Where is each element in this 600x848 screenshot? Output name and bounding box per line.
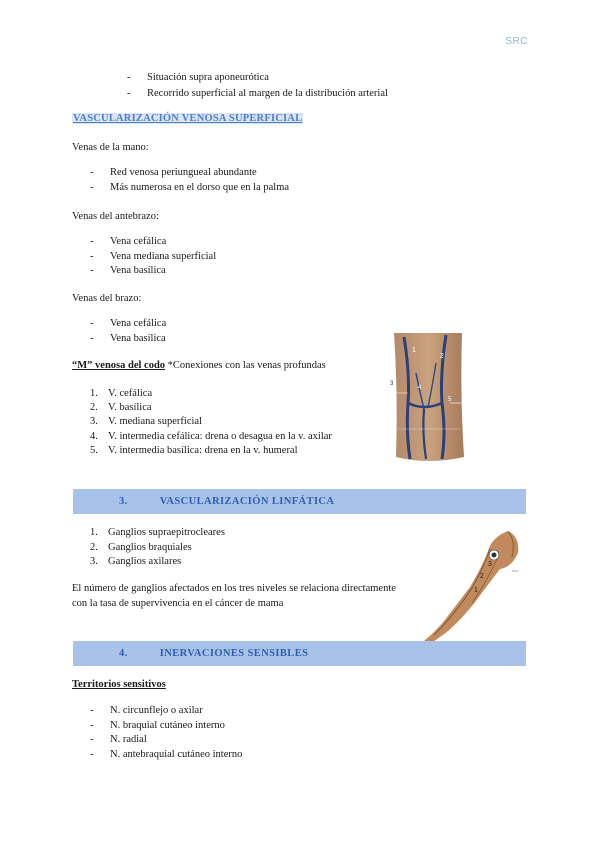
list-item: - Recorrido superficial al margen de la distribución arterial xyxy=(127,88,388,99)
list-item: - Vena basílica xyxy=(90,265,166,276)
header-tag: SRC xyxy=(505,36,528,47)
figure-label: 2 xyxy=(440,353,444,360)
figure-label: 3 xyxy=(488,561,492,568)
list-item: 3. Ganglios axilares xyxy=(90,556,182,567)
list-item: 1. Ganglios supraepitrocleares xyxy=(90,527,225,538)
arm-lymph-figure xyxy=(424,527,520,647)
figure-label: 3 xyxy=(390,381,394,387)
figure-label: 4 xyxy=(418,385,422,391)
list-item: - N. circunflejo o axilar xyxy=(90,705,203,716)
figure-label: 1 xyxy=(412,347,416,354)
figure-label: 5 xyxy=(448,397,452,403)
hand-label: Venas de la mano: xyxy=(72,142,149,153)
arm-label: Venas del brazo: xyxy=(72,293,142,304)
list-item: 3. V. mediana superficial xyxy=(90,416,202,427)
list-item: - Vena basílica xyxy=(90,333,166,344)
list-item: - N. radial xyxy=(90,734,147,745)
section-bar-lymph: 3. VASCULARIZACIÓN LINFÁTICA xyxy=(73,489,526,514)
list-item: - Vena mediana superficial xyxy=(90,251,217,262)
list-item: 2. V. basílica xyxy=(90,402,152,413)
list-item: 2. Ganglios braquiales xyxy=(90,542,192,553)
figure-label: 1 xyxy=(474,587,478,594)
section-bar-nerves: 4. INERVACIONES SENSIBLES xyxy=(73,641,526,666)
nerves-subtitle: Territorios sensitivos xyxy=(72,679,166,690)
list-item: 1. V. cefálica xyxy=(90,388,153,399)
list-item: 4. V. intermedia cefálica: drena o desagua en la v. axilar xyxy=(90,431,332,442)
list-item: - N. braquial cutáneo interno xyxy=(90,720,225,731)
elbow-veins-figure xyxy=(388,333,468,463)
list-item: - Situación supra aponeurótica xyxy=(127,72,269,83)
list-item: - N. antebraquial cutáneo interno xyxy=(90,749,243,760)
list-item: - Vena cefálica xyxy=(90,236,167,247)
list-item: 5. V. intermedia basílica: drena en la v. humeral xyxy=(90,445,298,456)
figure-label: 2 xyxy=(480,573,484,580)
venous-heading: VASCULARIZACIÓN VENOSA SUPERFICIAL xyxy=(73,113,303,124)
m-venosa-heading: “M” venosa del codo *Conexiones con las venas profundas xyxy=(72,360,326,371)
list-item: - Red venosa periungueal abundante xyxy=(90,167,257,178)
list-item: - Vena cefálica xyxy=(90,318,167,329)
forearm-label: Venas del antebrazo: xyxy=(72,211,159,222)
list-item: - Más numerosa en el dorso que en la palma xyxy=(90,182,290,193)
paragraph-line: con la tasa de supervivencia en el cáncer de mama xyxy=(72,598,284,609)
paragraph-line: El número de ganglios afectados en los tres niveles se relaciona directamente xyxy=(72,583,396,594)
